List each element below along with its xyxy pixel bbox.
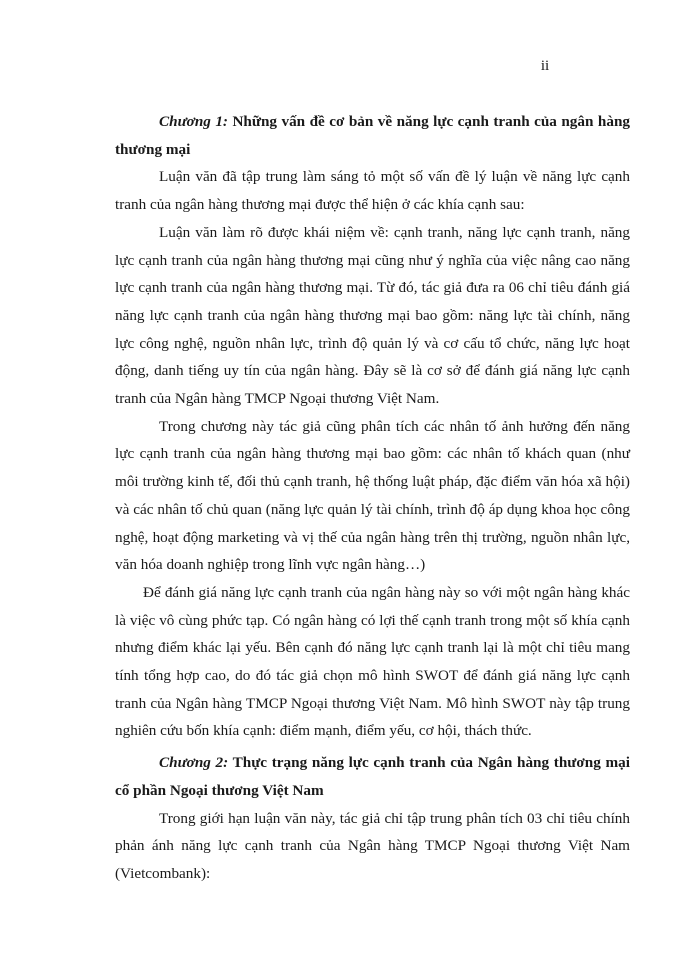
chapter-2-heading <box>115 749 630 804</box>
chapter-1-title: Những vấn đề cơ bản về năng lực cạnh tranh của ngân hàng thương mại <box>115 113 630 158</box>
chapter-2-paragraph-1: Trong giới hạn luận văn này, tác giả chỉ tập trung phân tích 03 chỉ tiêu chính phản ánh năng lực cạnh tranh của Ngân hàng TMCP Ngoại thương Việt Nam (Vietcombank): <box>115 809 630 882</box>
chapter-1-paragraph-2: Luận văn làm rõ được khái niệm về: cạnh tranh, năng lực cạnh tranh, năng lực cạnh tranh của ngân hàng thương mại cũng như ý nghĩa của việc nâng cao năng lực cạnh tranh của ngân hàng thương mại. Từ đó, tác giả đưa ra 06 chỉ tiêu đánh giá năng lực cạnh tranh của ngân hàng thương mại bao gồm: năng lực tài chính, năng lực công nghệ, nguồn nhân lực, trình độ quản lý và cơ cấu tổ chức, năng lực hoạt động, danh tiếng uy tín của ngân hàng. Đây sẽ là cơ sở để đánh giá năng lực cạnh tranh của Ngân hàng TMCP Ngoại thương Việt Nam. <box>115 223 630 408</box>
chapter-2-title: Thực trạng năng lực cạnh tranh của Ngân hàng thương mại cổ phần Ngoại thương Việt Nam <box>115 754 630 799</box>
chapter-1-paragraph-3: Trong chương này tác giả cũng phân tích các nhân tố ảnh hưởng đến năng lực cạnh tranh của ngân hàng thương mại bao gồm: các nhân tố khách quan (như môi trường kinh tế, đối thủ cạnh tranh, hệ thống luật pháp, đặc điểm văn hóa xã hội) và các nhân tố chủ quan (năng lực quản lý tài chính, trình độ áp dụng khoa học công nghệ, hoạt động marketing và vị thế của ngân hàng trên thị trường, nguồn nhân lực, văn hóa doanh nghiệp trong lĩnh vực ngân hàng…) <box>115 417 630 574</box>
chapter-1-label: Chương 1: <box>159 113 228 130</box>
chapter-1-heading <box>115 108 630 163</box>
chapter-2-label: Chương 2: <box>159 754 229 772</box>
chapter-1-paragraph-4: Để đánh giá năng lực cạnh tranh của ngân hàng này so với một ngân hàng khác là việc vô cùng phức tạp. Có ngân hàng có lợi thế cạnh tranh trong một số khía cạnh nhưng điểm khác lại yếu. Bên cạnh đó năng lực cạnh tranh lại là một chỉ tiêu mang tính tổng hợp cao, do đó tác giả chọn mô hình SWOT để đánh giá năng lực cạnh tranh của Ngân hàng TMCP Ngoại thương Việt Nam. Mô hình SWOT này tập trung nghiên cứu bốn khía cạnh: điểm mạnh, điểm yếu, cơ hội, thách thức. <box>115 583 630 740</box>
document-body <box>115 104 630 888</box>
chapter-1-paragraph-1: Luận văn đã tập trung làm sáng tỏ một số vấn đề lý luận về năng lực cạnh tranh của ngân hàng thương mại được thể hiện ở các khía cạnh sau: <box>115 168 630 214</box>
page-number: ii <box>540 58 550 74</box>
